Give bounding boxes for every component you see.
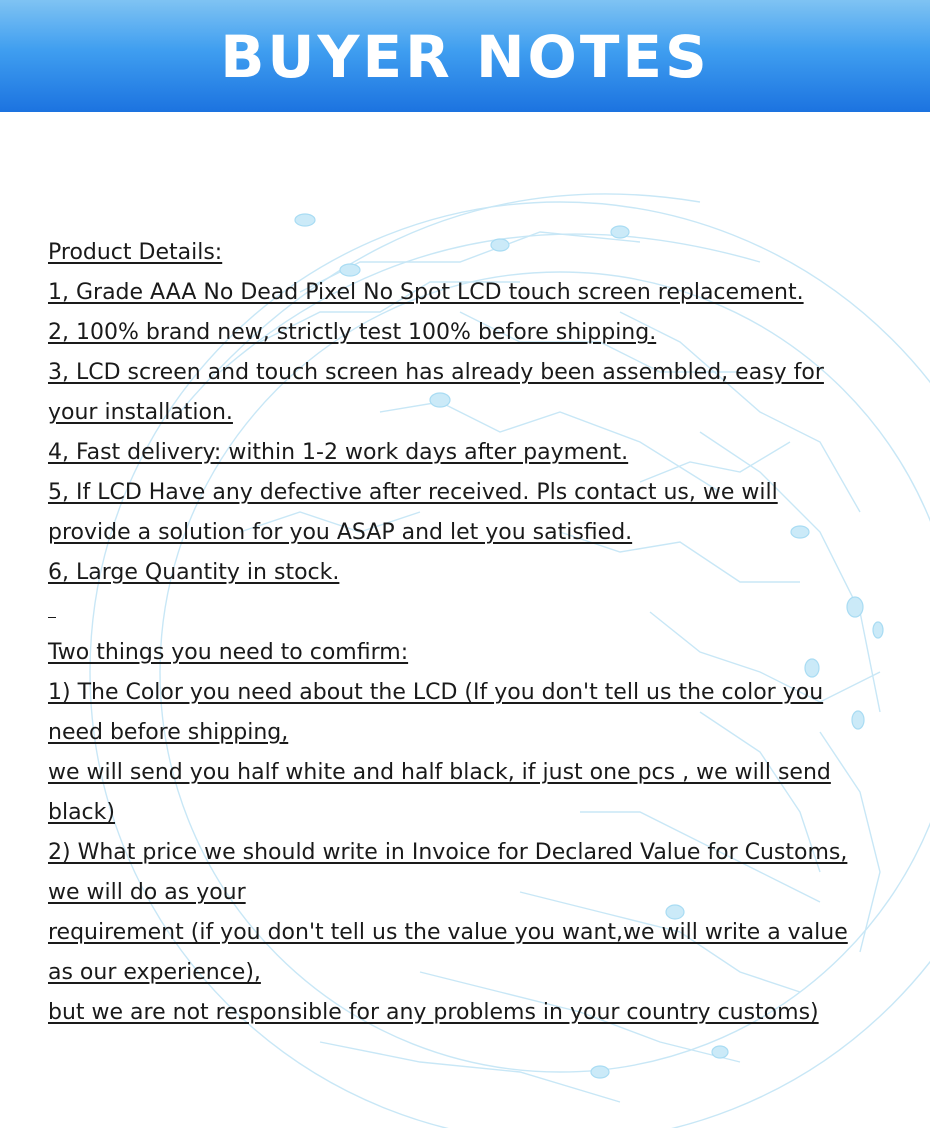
- product-detail-line: 1, Grade AAA No Dead Pixel No Spot LCD touch screen replacement.: [48, 280, 804, 305]
- confirm-heading: Two things you need to comfirm:: [48, 640, 409, 665]
- section-divider: [48, 593, 898, 633]
- product-detail-line: 3, LCD screen and touch screen has already been assembled, easy for: [48, 360, 824, 385]
- confirm-line: 1) The Color you need about the LCD (If you don't tell us the color you: [48, 680, 824, 705]
- product-detail-line: 5, If LCD Have any defective after received. Pls contact us, we will: [48, 480, 778, 505]
- header-banner: [0, 0, 930, 112]
- confirm-line: need before shipping,: [48, 720, 289, 745]
- confirm-line: we will send you half white and half black, if just one pcs , we will send: [48, 760, 831, 785]
- confirm-line: as our experience),: [48, 960, 261, 985]
- confirm-line: we will do as your: [48, 880, 246, 905]
- product-details-heading: Product Details:: [48, 240, 223, 265]
- confirm-line: black): [48, 800, 115, 825]
- product-detail-line: your installation.: [48, 400, 233, 425]
- product-detail-line: 6, Large Quantity in stock.: [48, 560, 340, 585]
- confirm-line: 2) What price we should write in Invoice for Declared Value for Customs,: [48, 840, 848, 865]
- product-detail-line: 4, Fast delivery: within 1-2 work days after payment.: [48, 440, 629, 465]
- buyer-notes-body: [48, 233, 898, 1033]
- page-title: BUYER NOTES: [220, 23, 710, 91]
- product-detail-line: 2, 100% brand new, strictly test 100% before shipping.: [48, 320, 657, 345]
- confirm-line: requirement (if you don't tell us the value you want,we will write a value: [48, 920, 848, 945]
- product-detail-line: provide a solution for you ASAP and let you satisfied.: [48, 520, 633, 545]
- confirm-line: but we are not responsible for any problems in your country customs): [48, 1000, 819, 1025]
